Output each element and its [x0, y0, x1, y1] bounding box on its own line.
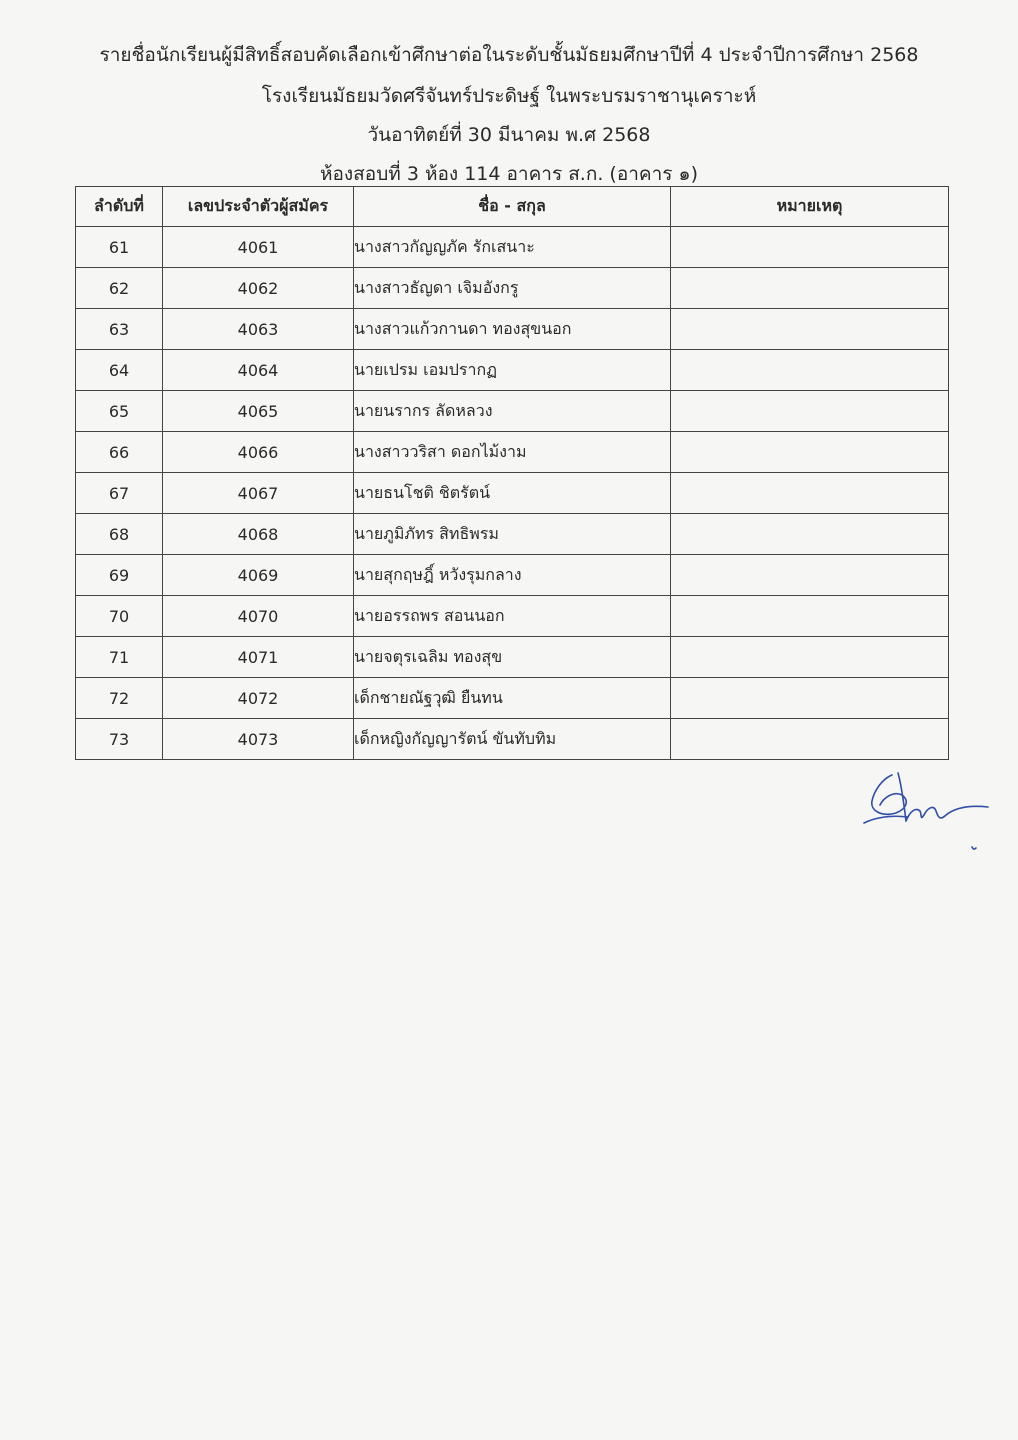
applicant-id: 4068 — [163, 514, 354, 555]
row-number: 72 — [76, 678, 163, 719]
remark — [671, 596, 949, 637]
row-number: 68 — [76, 514, 163, 555]
remark — [671, 227, 949, 268]
applicant-id: 4072 — [163, 678, 354, 719]
column-header-id: เลขประจำตัวผู้สมัคร — [163, 187, 354, 227]
candidate-table — [75, 186, 949, 760]
remark — [671, 432, 949, 473]
table-header-row — [76, 187, 949, 227]
applicant-id: 4066 — [163, 432, 354, 473]
row-number: 66 — [76, 432, 163, 473]
student-name: นายภูมิภัทร สิทธิพรม — [354, 514, 671, 555]
remark — [671, 309, 949, 350]
applicant-id: 4064 — [163, 350, 354, 391]
remark — [671, 514, 949, 555]
row-number: 64 — [76, 350, 163, 391]
remark — [671, 555, 949, 596]
applicant-id: 4063 — [163, 309, 354, 350]
student-name: นายเปรม เอมปรากฏ — [354, 350, 671, 391]
student-name: นางสาวกัญญภัค รักเสนาะ — [354, 227, 671, 268]
student-name: นางสาวธัญดา เจิมอังกรู — [354, 268, 671, 309]
table-row — [76, 268, 949, 309]
row-number: 73 — [76, 719, 163, 760]
student-name: นายสุกฤษฎิ์ หวังรุมกลาง — [354, 555, 671, 596]
table-body — [76, 227, 949, 760]
table-row — [76, 473, 949, 514]
remark — [671, 350, 949, 391]
row-number: 61 — [76, 227, 163, 268]
student-name: นายธนโชติ ชิตรัตน์ — [354, 473, 671, 514]
document-title: รายชื่อนักเรียนผู้มีสิทธิ์สอบคัดเลือกเข้าศึกษาต่อในระดับชั้นมัธยมศึกษาปีที่ 4 ประจำปีการศึกษา 2568 — [99, 44, 919, 66]
row-number: 65 — [76, 391, 163, 432]
row-number: 63 — [76, 309, 163, 350]
table-row — [76, 391, 949, 432]
table-row — [76, 514, 949, 555]
row-number: 71 — [76, 637, 163, 678]
remark — [671, 637, 949, 678]
column-header-note: หมายเหตุ — [671, 187, 949, 227]
applicant-id: 4067 — [163, 473, 354, 514]
applicant-id: 4071 — [163, 637, 354, 678]
student-name: เด็กชายณัฐวุฒิ ยืนทน — [354, 678, 671, 719]
student-name: นายนรากร ลัดหลวง — [354, 391, 671, 432]
student-name: นายอรรถพร สอนนอก — [354, 596, 671, 637]
table-row — [76, 432, 949, 473]
student-name: นางสาววริสา ดอกไม้งาม — [354, 432, 671, 473]
column-header-no: ลำดับที่ — [76, 187, 163, 227]
applicant-id: 4065 — [163, 391, 354, 432]
table-row — [76, 227, 949, 268]
table-row — [76, 637, 949, 678]
remark — [671, 268, 949, 309]
row-number: 70 — [76, 596, 163, 637]
remark — [671, 391, 949, 432]
student-name: นายจตุรเฉลิม ทองสุข — [354, 637, 671, 678]
table-row — [76, 719, 949, 760]
student-name: เด็กหญิงกัญญารัตน์ ขันทับทิม — [354, 719, 671, 760]
applicant-id: 4073 — [163, 719, 354, 760]
table-row — [76, 678, 949, 719]
table-row — [76, 596, 949, 637]
table-row — [76, 350, 949, 391]
row-number: 69 — [76, 555, 163, 596]
applicant-id: 4062 — [163, 268, 354, 309]
remark — [671, 719, 949, 760]
applicant-id: 4061 — [163, 227, 354, 268]
applicant-id: 4069 — [163, 555, 354, 596]
exam-date: วันอาทิตย์ที่ 30 มีนาคม พ.ศ 2568 — [367, 124, 651, 146]
row-number: 67 — [76, 473, 163, 514]
remark — [671, 678, 949, 719]
table-row — [76, 555, 949, 596]
remark — [671, 473, 949, 514]
school-name: โรงเรียนมัธยมวัดศรีจันทร์ประดิษฐ์ ในพระบรมราชานุเคราะห์ — [261, 85, 757, 107]
table-row — [76, 309, 949, 350]
applicant-id: 4070 — [163, 596, 354, 637]
column-header-name: ชื่อ - สกุล — [354, 187, 671, 227]
row-number: 62 — [76, 268, 163, 309]
exam-room: ห้องสอบที่ 3 ห้อง 114 อาคาร ส.ก. (อาคาร ๑) — [319, 163, 699, 185]
student-name: นางสาวแก้วกานดา ทองสุขนอก — [354, 309, 671, 350]
signature — [862, 765, 992, 860]
